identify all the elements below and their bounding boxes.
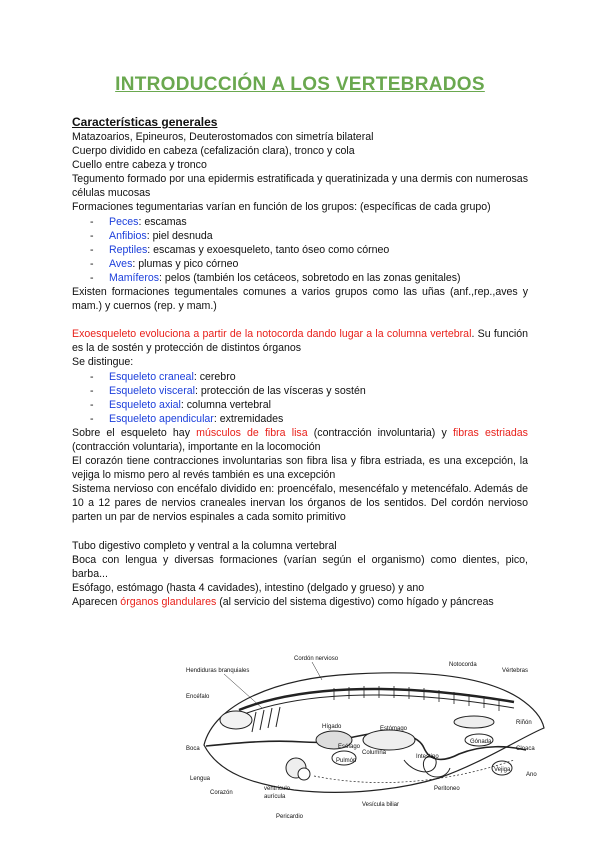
list-desc: : protección de las vísceras y sostén: [194, 384, 366, 397]
list-item: - Aves: plumas y pico córneo: [90, 257, 239, 270]
label-vesicula: Vesícula biliar: [362, 802, 400, 808]
label-pulmon: Pulmón: [336, 758, 357, 764]
list-desc: : escamas: [138, 215, 187, 228]
list-item: - Anfibios: piel desnuda: [90, 229, 213, 242]
paragraph: [72, 426, 528, 454]
label-cloaca: Cloaca: [516, 746, 535, 752]
paragraph-line: Tegumento formado por una epidermis estratificada y queratinizada y una dermis con numerosas células mucosas: [72, 173, 528, 200]
list-term: Mamíferos: [109, 271, 160, 284]
list-item: - Esqueleto craneal: cerebro: [90, 370, 236, 383]
paragraph-text: (al servicio del sistema digestivo) como hígado y páncreas: [216, 595, 494, 608]
label-pericardio: Pericardio: [276, 814, 304, 820]
paragraph-line: Esófago, estómago (hasta 4 cavidades), intestino (delgado y grueso) y ano: [72, 581, 425, 594]
paragraph-line: Cuello entre cabeza y tronco: [72, 159, 207, 172]
page-title: INTRODUCCIÓN A LOS VERTEBRADOS: [115, 74, 485, 95]
list-desc: : escamas y exoesqueleto, tanto óseo como córneo: [147, 243, 390, 256]
label-ventriculo: ventrículo: [264, 786, 291, 792]
paragraph: El corazón tiene contracciones involuntarias son fibra lisa y fibra estriada, es una excepción, la vejiga lo mismo pero al revés también es una excepción: [72, 455, 528, 482]
highlight-text: músculos de fibra lisa: [196, 426, 308, 439]
list-term: Esqueleto visceral: [109, 384, 195, 397]
list-item: - Esqueleto axial: columna vertebral: [90, 398, 271, 411]
paragraph-line: Existen formaciones tegumentales comunes a varios grupos como las uñas (anf.,rep.,aves y mam.) y cuernos (rep. y mam.): [72, 286, 528, 313]
paragraph-text: Aparecen: [72, 595, 121, 608]
paragraph: [72, 595, 528, 609]
paragraph-text: (contracción involuntaria) y: [307, 426, 453, 439]
label-peritoneo: Peritoneo: [434, 786, 460, 792]
section-heading: Características generales: [72, 115, 218, 129]
paragraph-line: Cuerpo dividido en cabeza (cefalización clara), tronco y cola: [72, 145, 355, 158]
brain: [220, 711, 252, 729]
document-body: [72, 115, 528, 609]
list-term: Esqueleto axial: [109, 398, 181, 411]
label-lengua: Lengua: [190, 776, 211, 782]
kidney: [454, 716, 494, 728]
list-term: Peces: [109, 215, 139, 228]
label-intestino: Intestino: [416, 754, 439, 760]
list-desc: : extremidades: [213, 412, 284, 425]
paragraph-line: Tubo digestivo completo y ventral a la columna vertebral: [72, 539, 337, 552]
paragraph-text: . Su función es la de sostén y protección de distintos órganos: [72, 328, 528, 355]
list-desc: : pelos (también los cetáceos, sobretodo en las zonas genitales): [159, 271, 461, 284]
label-gonada: Gónada: [470, 739, 492, 745]
list-desc: : plumas y pico córneo: [132, 257, 239, 270]
label-vertebras: Vértebras: [502, 668, 529, 674]
paragraph-text: (contracción voluntaria), importante en la locomoción: [72, 440, 321, 453]
highlight-text: órganos glandulares: [120, 595, 217, 608]
list-term: Esqueleto apendicular: [109, 412, 214, 425]
anatomy-diagram: [184, 650, 556, 826]
list-item: - Reptiles: escamas y exoesqueleto, tanto óseo como córneo: [90, 243, 390, 256]
label-higado: Hígado: [322, 724, 342, 730]
list-term: Reptiles: [109, 243, 148, 256]
highlight-text: fibras estriadas: [452, 426, 528, 439]
list-item: - Esqueleto apendicular: extremidades: [90, 412, 284, 425]
label-notocorda: Notocorda: [449, 662, 477, 668]
list-term: Anfibios: [109, 229, 147, 242]
label-corazon: Corazón: [210, 790, 233, 796]
list-term: Aves: [109, 257, 133, 270]
label-vejiga: Vejiga: [494, 767, 511, 773]
label-esofago: Esófago: [338, 744, 361, 750]
list-item: - Peces: escamas: [90, 215, 187, 228]
paragraph: [72, 327, 528, 355]
paragraph: Sistema nervioso con encéfalo dividido en: proencéfalo, mesencéfalo y metencéfalo. Además de 10 a 12 pares de nervios craneales inervan los órganos de los sentidos. Del cordón nervioso parten un par de nervios espinales a cada somito primitivo: [72, 483, 528, 524]
label-rinon: Riñón: [516, 720, 532, 726]
label-columna: Columna: [362, 750, 387, 756]
nerve-cord: [239, 689, 514, 710]
label-encefalo: Encéfalo: [186, 694, 210, 700]
label-hendiduras: Hendiduras branquiales: [186, 668, 250, 674]
paragraph-line: Matazoarios, Epineuros, Deuterostomados con simetría bilateral: [72, 131, 374, 143]
list-term: Esqueleto craneal: [109, 370, 194, 383]
list-desc: : piel desnuda: [146, 229, 213, 242]
list-desc: : columna vertebral: [180, 398, 271, 411]
list-item: - Mamíferos: pelos (también los cetáceos, sobretodo en las zonas genitales): [90, 271, 461, 284]
list-item: - Esqueleto visceral: protección de las vísceras y sostén: [90, 384, 366, 397]
paragraph-line: Se distingue:: [72, 356, 134, 369]
paragraph-text: Sobre el esqueleto hay: [72, 426, 197, 439]
label-boca: Boca: [186, 746, 200, 752]
label-estomago: Estómago: [380, 726, 408, 732]
stomach: [363, 730, 415, 750]
label-auricula: aurícula: [264, 794, 286, 800]
highlight-text: Exoesqueleto evoluciona a partir de la notocorda dando lugar a la columna vertebral: [72, 328, 472, 341]
vertebrate-anatomy-figure: [184, 650, 556, 826]
gill-slits: [252, 707, 280, 732]
paragraph-line: Boca con lengua y diversas formaciones (varían según el organismo) como dientes, pico, barba...: [72, 553, 528, 580]
label-cordon: Cordón nervioso: [294, 656, 339, 662]
paragraph-line: Formaciones tegumentarias varían en función de los grupos: (específicas de cada grupo): [72, 201, 491, 214]
list-desc: : cerebro: [193, 370, 236, 383]
label-ano: Ano: [526, 772, 537, 778]
